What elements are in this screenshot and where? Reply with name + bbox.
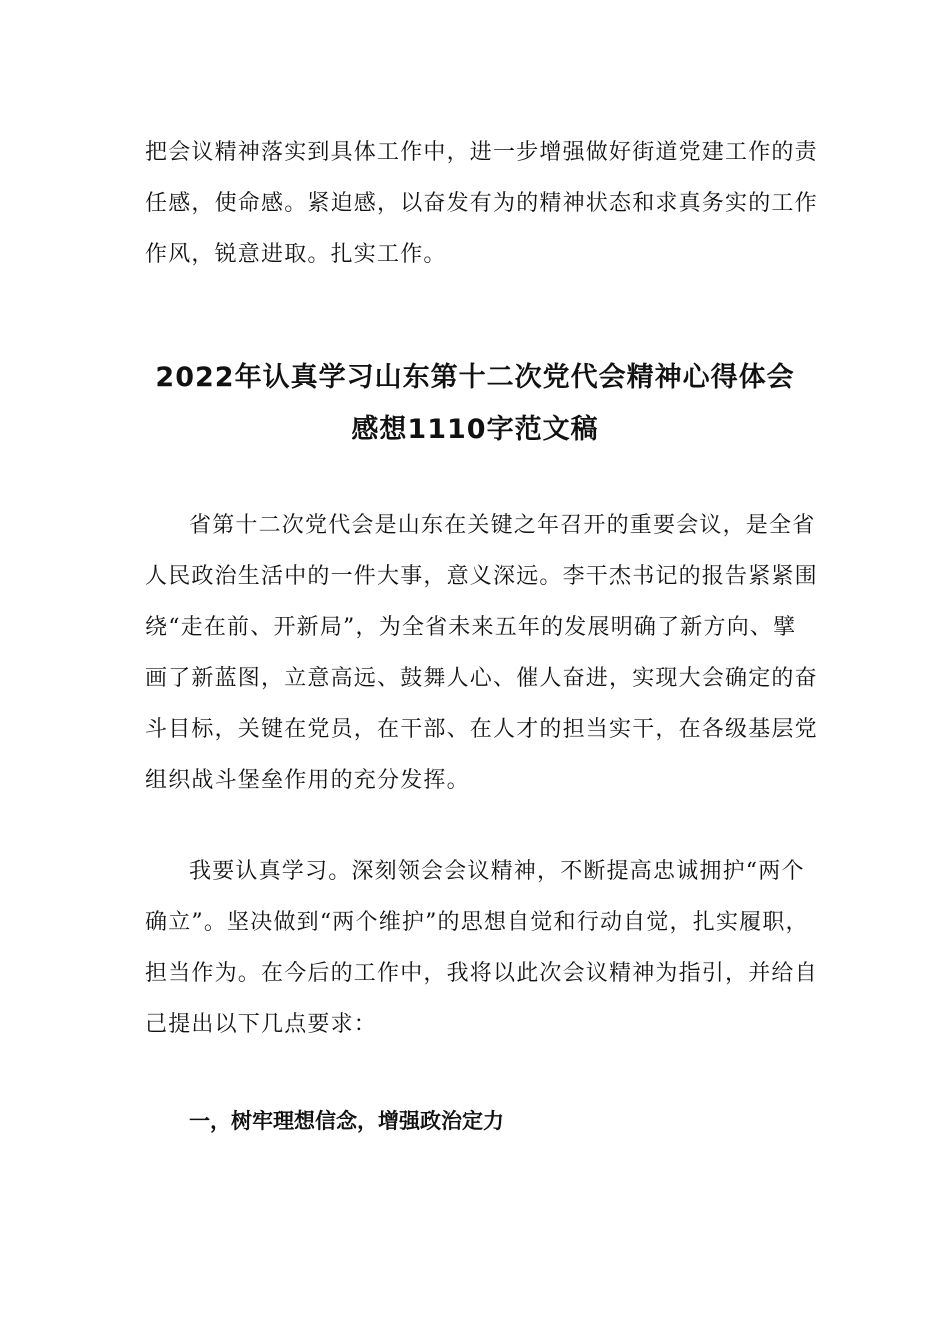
paragraph-line: 把会议精神落实到具体工作中，进一步增强做好街道党建工作的责 bbox=[145, 140, 818, 165]
title-line-2: 感想1110字范文稿 bbox=[351, 414, 599, 445]
paragraph-line: 人民政治生活中的一件大事，意义深远。李干杰书记的报告紧紧围 bbox=[145, 564, 818, 589]
paragraph-line: 我要认真学习。深刻领会会议精神，不断提高忠诚拥护“两个 bbox=[189, 859, 805, 884]
paragraph-line: 画了新蓝图，立意高远、鼓舞人心、催人奋进，实现大会确定的奋 bbox=[145, 666, 818, 691]
paragraph-2 bbox=[145, 846, 818, 1050]
paragraph-1 bbox=[145, 500, 818, 806]
document-title bbox=[100, 352, 850, 456]
paragraph-line: 担当作为。在今后的工作中，我将以此次会议精神为指引，并给自 bbox=[145, 961, 818, 986]
paragraph-line: 己提出以下几点要求： bbox=[145, 1012, 378, 1037]
paragraph-line: 省第十二次党代会是山东在关键之年召开的重要会议，是全省 bbox=[189, 513, 816, 538]
paragraph-line: 作风，锐意进取。扎实工作。 bbox=[145, 242, 447, 267]
intro-paragraph bbox=[145, 127, 818, 280]
title-line-1: 2022年认真学习山东第十二次党代会精神心得体会 bbox=[155, 362, 795, 393]
paragraph-line: 绕“走在前、开新局”，为全省未来五年的发展明确了新方向、擘 bbox=[145, 615, 797, 640]
section-heading: 一，树牢理想信念，增强政治定力 bbox=[189, 1109, 504, 1133]
paragraph-line: 确立”。坚决做到“两个维护”的思想自觉和行动自觉，扎实履职， bbox=[145, 910, 809, 935]
paragraph-line: 斗目标，关键在党员，在干部、在人才的担当实干，在各级基层党 bbox=[145, 717, 818, 742]
paragraph-line: 任感，使命感。紧迫感，以奋发有为的精神状态和求真务实的工作 bbox=[145, 191, 818, 216]
paragraph-line: 组织战斗堡垒作用的充分发挥。 bbox=[145, 768, 470, 793]
